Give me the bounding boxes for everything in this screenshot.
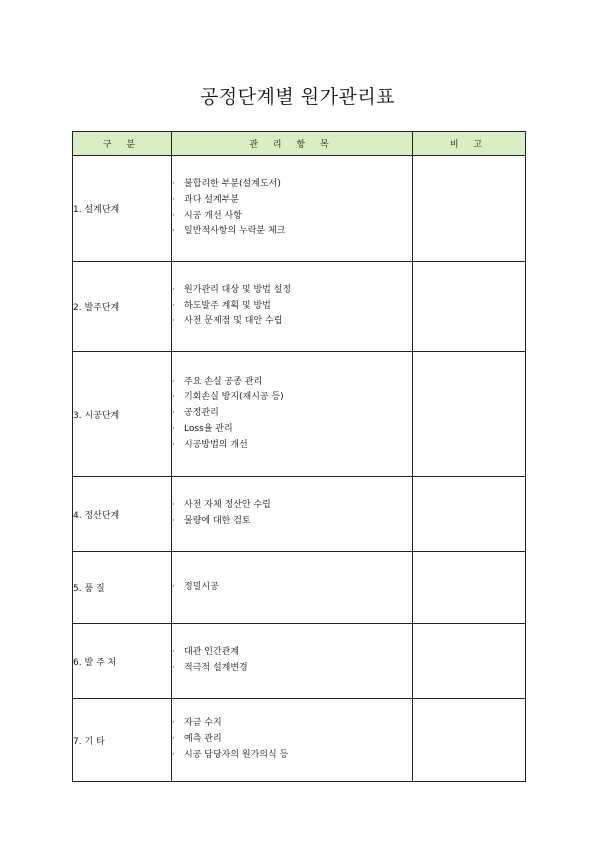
table-row	[73, 156, 526, 262]
table-row	[73, 262, 526, 352]
table-row	[73, 699, 526, 782]
bullet: ·	[172, 284, 175, 295]
remark-cell	[413, 552, 526, 624]
list-item: · 시공 담당자의 원가의식 등	[172, 748, 412, 764]
table-row	[73, 477, 526, 552]
bullet: ·	[172, 663, 175, 673]
bullet: ·	[172, 194, 175, 205]
stage-label: 5. 품 질	[73, 552, 172, 624]
bullet: ·	[172, 516, 175, 526]
management-items	[172, 552, 413, 624]
header-category: 구 분	[73, 132, 172, 156]
list-item: · 예측 관리	[172, 732, 412, 748]
management-items	[172, 624, 413, 699]
management-items	[172, 477, 413, 552]
list-item: · 공정관리	[172, 406, 412, 422]
remark-cell	[413, 699, 526, 782]
bullet: ·	[172, 408, 175, 419]
list-item: · 주요 손실 공종 관리	[172, 375, 412, 391]
stage-label: 6. 발 주 처	[73, 624, 172, 699]
remark-cell	[413, 624, 526, 699]
list-item: · 하도발주 계획 및 방법	[172, 299, 412, 315]
remark-cell	[413, 352, 526, 477]
list-item: · 시공방법의 개선	[172, 438, 412, 454]
bullet: ·	[172, 316, 175, 327]
list-item: · 시공 개선 사항	[172, 209, 412, 225]
list-item: · 물량에 대한 검토	[172, 514, 412, 530]
cost-management-table	[72, 131, 526, 782]
stage-label: 3. 시공단계	[73, 352, 172, 477]
list-item: · 원가관리 대상 및 방법 설정	[172, 283, 412, 299]
document-title: 공정단계별 원가관리표	[199, 86, 396, 108]
header-remarks: 비 고	[413, 132, 526, 156]
list-item: · 적극적 설계변경	[172, 661, 412, 677]
bullet: ·	[172, 376, 175, 387]
table-row	[73, 352, 526, 477]
list-item: · 자금 수지	[172, 716, 412, 732]
bullet: ·	[172, 423, 175, 434]
list-item: · 사전 자체 정산안 수립	[172, 498, 412, 514]
management-items	[172, 352, 413, 477]
management-items	[172, 156, 413, 262]
bullet: ·	[172, 647, 175, 658]
bullet: ·	[172, 581, 175, 592]
list-item: · 사전 문제점 및 대안 수립	[172, 314, 412, 330]
list-item: · 기회손실 방지(재시공 등)	[172, 390, 412, 406]
bullet: ·	[172, 300, 175, 311]
stage-label: 7. 기 타	[73, 699, 172, 782]
bullet: ·	[172, 226, 175, 237]
table-row	[73, 552, 526, 624]
bullet: ·	[172, 210, 175, 221]
list-item: · 과다 설계부분	[172, 193, 412, 209]
bullet: ·	[172, 718, 175, 729]
stage-label: 4. 정산단계	[73, 477, 172, 552]
bullet: ·	[172, 178, 175, 189]
header-items: 관 리 항 목	[172, 132, 413, 156]
remark-cell	[413, 477, 526, 552]
stage-label: 1. 설계단계	[73, 156, 172, 262]
stage-label: 2. 발주단계	[73, 262, 172, 352]
bullet: ·	[172, 500, 175, 511]
list-item: · 일반적사항의 누락분 체크	[172, 224, 412, 240]
bullet: ·	[172, 734, 175, 745]
management-items	[172, 262, 413, 352]
list-item: · Loss율 관리	[172, 422, 412, 438]
remark-cell	[413, 262, 526, 352]
list-item: · 대관 인간관계	[172, 645, 412, 661]
remark-cell	[413, 156, 526, 262]
management-items	[172, 699, 413, 782]
table-row	[73, 624, 526, 699]
bullet: ·	[172, 439, 175, 450]
list-item: · 불합리한 부분(설계도서)	[172, 177, 412, 193]
list-item: · 정밀시공	[172, 580, 412, 596]
bullet: ·	[172, 749, 175, 760]
table-header-row	[73, 132, 526, 156]
bullet: ·	[172, 392, 175, 403]
